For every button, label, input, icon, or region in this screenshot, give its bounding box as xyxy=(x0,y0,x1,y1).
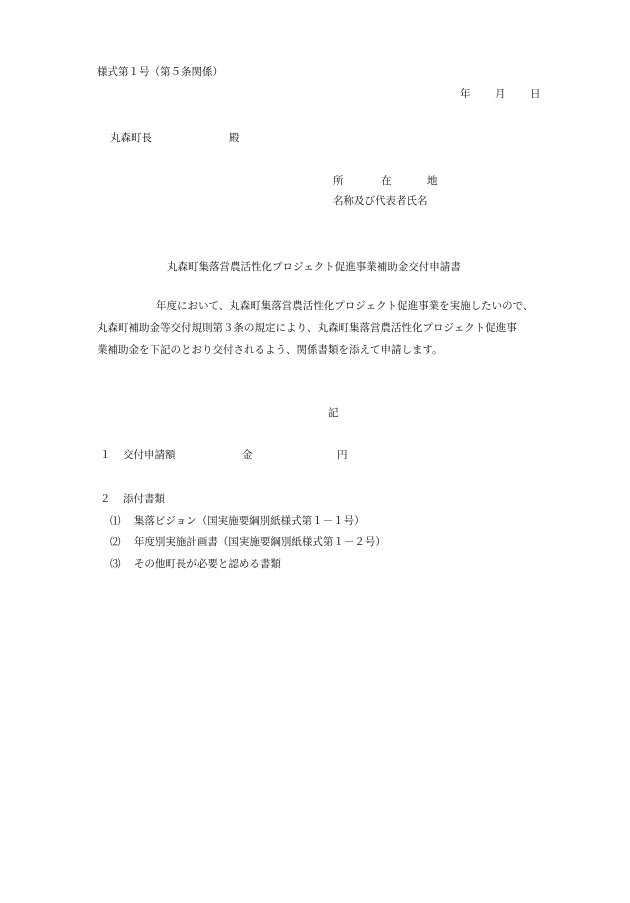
applicant-address-label xyxy=(333,176,453,190)
form-label: 様式第１号（第５条関係） xyxy=(97,66,223,78)
attachment-item xyxy=(110,537,386,548)
address-char-1: 所 xyxy=(333,175,344,187)
item1-yen: 円 xyxy=(337,449,348,461)
body-line-3: 業補助金を下記のとおり交付されるよう、関係書類を添えて申請します。 xyxy=(97,344,443,356)
attachment-text: その他町長が必要と認める書類 xyxy=(133,558,281,570)
date-day: 日 xyxy=(530,88,541,100)
item2-number: ２ xyxy=(100,493,111,505)
attachment-text: 集落ビジョン（国実施要綱別紙様式第１－１号） xyxy=(133,515,365,527)
attachment-number: ⑶ xyxy=(110,558,121,570)
document-title: 丸森町集落営農活性化プロジェクト促進事業補助金交付申請書 xyxy=(167,261,461,273)
attachment-item xyxy=(110,516,365,527)
address-char-3: 地 xyxy=(427,175,438,187)
attachment-number: ⑴ xyxy=(110,515,121,527)
item1-number: １ xyxy=(100,449,111,461)
item1-kin: 金 xyxy=(242,449,253,461)
attachment-text: 年度別実施計画書（国実施要綱別紙様式第１－２号） xyxy=(133,536,386,548)
attachment-number: ⑵ xyxy=(110,536,121,548)
addressee-name: 丸森町長 xyxy=(110,132,152,144)
address-char-2: 在 xyxy=(381,175,392,187)
attachment-item xyxy=(110,559,281,570)
item1-label: 交付申請額 xyxy=(123,449,176,461)
applicant-name-label: 名称及び代表者氏名 xyxy=(333,195,428,207)
body-line-1: 年度において、丸森町集落営農活性化プロジェクト促進事業を実施したいので、 xyxy=(156,300,534,312)
date-month: 月 xyxy=(495,88,506,100)
date-year: 年 xyxy=(460,88,471,100)
body-line-2: 丸森町補助金等交付規則第３条の規定により、丸森町集落営農活性化プロジェクト促進事 xyxy=(97,322,517,334)
body-paragraph xyxy=(97,295,587,361)
addressee-honorific: 殿 xyxy=(229,132,240,144)
item2-label: 添付書類 xyxy=(123,493,165,505)
ki-heading: 記 xyxy=(328,407,339,419)
